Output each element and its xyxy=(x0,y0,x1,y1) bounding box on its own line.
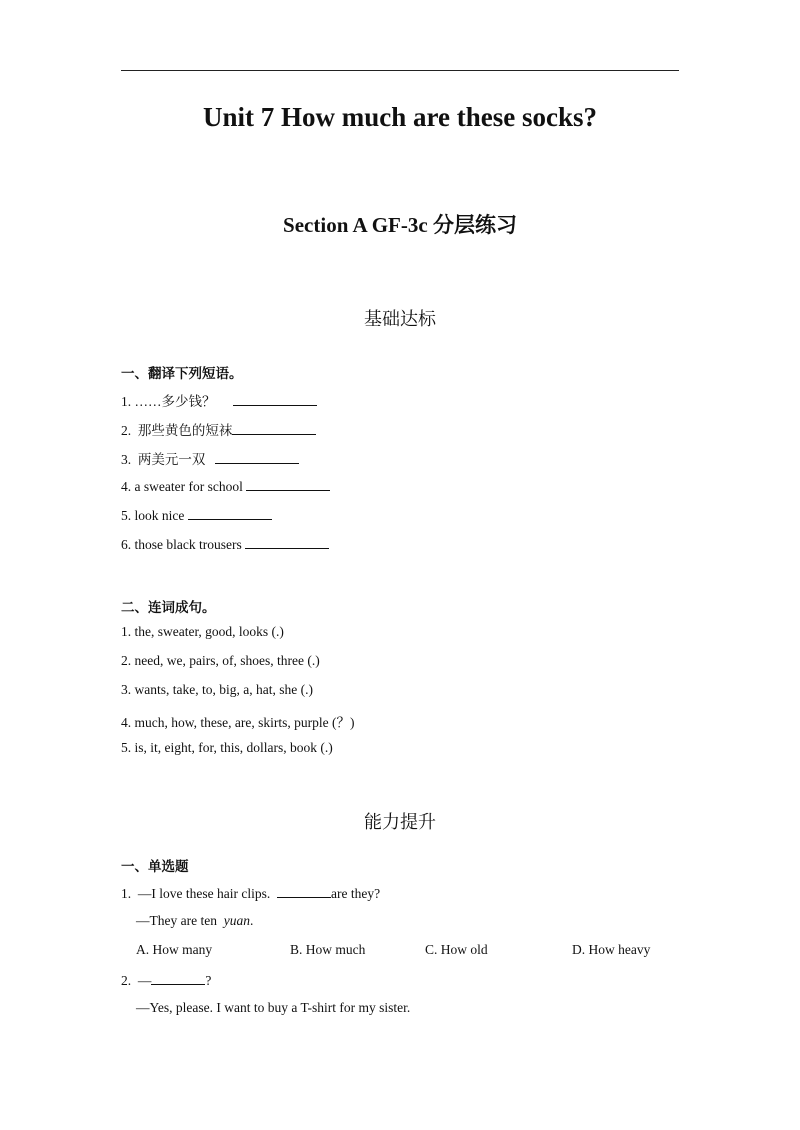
part1-heading: 一、翻译下列短语。 xyxy=(121,366,243,382)
item-text: 6. those black trousers xyxy=(121,537,246,552)
question-2-reply: —Yes, please. I want to buy a T-shirt for my sister. xyxy=(136,1000,411,1015)
item-text: 3. 两美元一双 xyxy=(121,452,209,467)
translate-item-1 xyxy=(121,390,317,410)
sentence-item-3: 3. wants, take, to, big, a, hat, she (.) xyxy=(121,682,313,697)
answer-blank[interactable] xyxy=(188,506,272,520)
reply-italic: yuan xyxy=(223,913,250,928)
translate-item-4 xyxy=(121,477,330,495)
item-text: 2. 那些黄色的短袜 xyxy=(121,423,233,438)
question-1 xyxy=(121,884,380,902)
translate-item-6 xyxy=(121,535,329,553)
answer-blank[interactable] xyxy=(215,450,299,464)
translate-item-3 xyxy=(121,448,299,468)
page-title: Unit 7 How much are these socks? xyxy=(203,102,597,132)
sentence-item-5: 5. is, it, eight, for, this, dollars, book (.) xyxy=(121,740,333,755)
answer-blank[interactable] xyxy=(277,884,331,898)
question-2 xyxy=(121,971,211,989)
option-d[interactable]: D. How heavy xyxy=(572,942,651,957)
question-1-suffix: are they? xyxy=(330,886,381,901)
sentence-item-2: 2. need, we, pairs, of, shoes, three (.) xyxy=(121,653,320,668)
answer-blank[interactable] xyxy=(233,392,317,406)
question-2-prefix: 2. — xyxy=(121,973,152,988)
answer-blank[interactable] xyxy=(245,535,329,549)
header-rule xyxy=(121,70,679,71)
translate-item-5 xyxy=(121,506,272,524)
level-title-advanced: 能力提升 xyxy=(364,812,436,833)
section-subtitle: Section A GF-3c 分层练习 xyxy=(283,213,517,237)
choice-heading: 一、单选题 xyxy=(121,859,189,875)
part2-heading: 二、连词成句。 xyxy=(121,600,216,616)
sentence-item-4: 4. much, how, these, are, skirts, purple (？) xyxy=(121,715,355,730)
item-text: 4. a sweater for school xyxy=(121,479,247,494)
reply-text: —They are ten xyxy=(136,913,224,928)
translate-item-2 xyxy=(121,419,316,439)
reply-end: . xyxy=(249,913,254,928)
answer-blank[interactable] xyxy=(246,477,330,491)
question-2-suffix: ? xyxy=(205,973,212,988)
answer-blank[interactable] xyxy=(151,971,205,985)
option-b[interactable]: B. How much xyxy=(290,942,366,957)
question-1-reply xyxy=(136,913,253,929)
answer-blank[interactable] xyxy=(232,421,316,435)
level-title-basic: 基础达标 xyxy=(364,309,436,330)
option-a[interactable]: A. How many xyxy=(136,942,213,957)
item-text: 1. ……多少钱？ xyxy=(121,394,219,409)
question-1-prefix: 1. —I love these hair clips. xyxy=(121,886,277,901)
item-text: 5. look nice xyxy=(121,508,188,523)
sentence-item-1: 1. the, sweater, good, looks (.) xyxy=(121,624,284,639)
option-c[interactable]: C. How old xyxy=(425,942,488,957)
